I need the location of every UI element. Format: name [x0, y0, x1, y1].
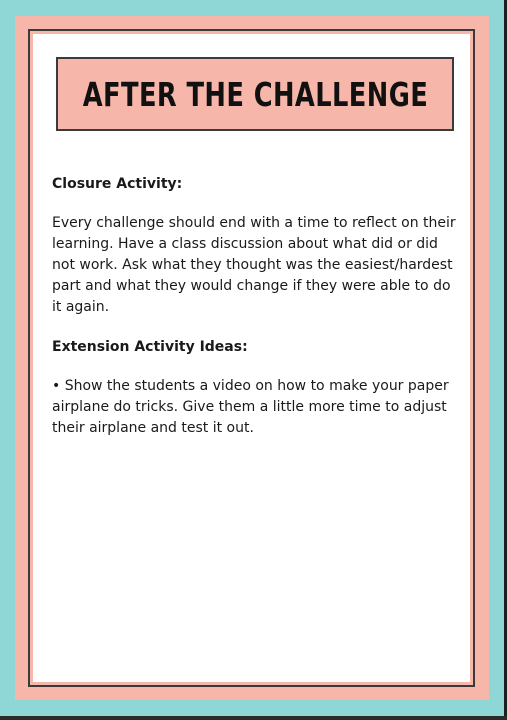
content-panel: [33, 34, 470, 682]
document-body: [52, 174, 462, 439]
section-body-closure: Every challenge should end with a time to reflect on their learning. Have a class discussion about what did or did not work. Ask what they thought was the easiest/hardest part and what they would change if they were able to do it again.: [52, 215, 456, 315]
section-body-extension: • Show the students a video on how to make your paper airplane do tricks. Give them a little more time to adjust their airplane and test it out.: [52, 378, 449, 436]
inner-border-line: [28, 29, 475, 687]
title-banner: [56, 57, 454, 131]
viewer-bottom-bar: [0, 716, 507, 720]
page-title: AFTER THE CHALLENGE: [82, 74, 428, 114]
section-heading-closure: Closure Activity:: [52, 176, 183, 192]
section-heading-extension: Extension Activity Ideas:: [52, 339, 248, 355]
pink-border: [15, 16, 489, 700]
